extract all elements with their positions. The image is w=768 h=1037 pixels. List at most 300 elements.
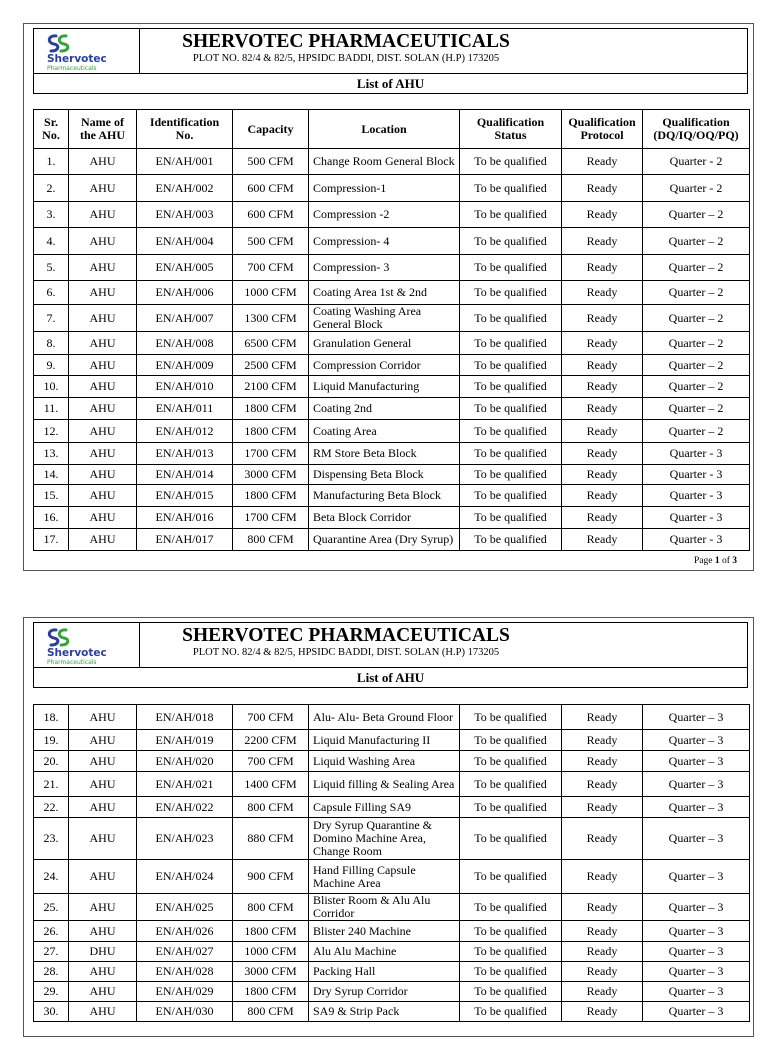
sr-cell: 24. bbox=[34, 860, 69, 894]
location-cell: Coating Washing Area General Block bbox=[309, 305, 460, 332]
location-cell: Dry Syrup Corridor bbox=[309, 982, 460, 1002]
page-number-total: 3 bbox=[732, 556, 737, 566]
ahu-name-cell: AHU bbox=[69, 751, 137, 772]
identification-cell: EN/AH/024 bbox=[137, 860, 233, 894]
table-row bbox=[34, 202, 750, 228]
identification-cell: EN/AH/007 bbox=[137, 305, 233, 332]
sr-cell: 17. bbox=[34, 529, 69, 551]
sr-cell: 18. bbox=[34, 705, 69, 730]
status-cell: To be qualified bbox=[460, 175, 562, 202]
ahu-name-cell: AHU bbox=[69, 255, 137, 281]
protocol-cell: Ready bbox=[562, 894, 643, 921]
sr-cell: 28. bbox=[34, 962, 69, 982]
table-row bbox=[34, 443, 750, 465]
qualification-cell: Quarter - 3 bbox=[643, 507, 750, 529]
qualification-cell: Quarter - 2 bbox=[643, 175, 750, 202]
ahu-name-cell: AHU bbox=[69, 202, 137, 228]
identification-cell: EN/AH/002 bbox=[137, 175, 233, 202]
identification-cell: EN/AH/006 bbox=[137, 281, 233, 305]
qualification-cell: Quarter – 3 bbox=[643, 1002, 750, 1022]
logo-subtext: Pharmaceuticals bbox=[47, 65, 97, 72]
table-row bbox=[34, 398, 750, 420]
status-cell: To be qualified bbox=[460, 705, 562, 730]
protocol-cell: Ready bbox=[562, 305, 643, 332]
company-logo bbox=[34, 29, 140, 73]
ahu-name-cell: AHU bbox=[69, 420, 137, 443]
table-header-row bbox=[34, 110, 750, 149]
location-cell: Hand Filling Capsule Machine Area bbox=[309, 860, 460, 894]
table-row bbox=[34, 860, 750, 894]
identification-cell: EN/AH/008 bbox=[137, 332, 233, 355]
location-cell: Granulation General bbox=[309, 332, 460, 355]
protocol-cell: Ready bbox=[562, 376, 643, 398]
sr-cell: 3. bbox=[34, 202, 69, 228]
location-cell: Coating 2nd bbox=[309, 398, 460, 420]
location-cell: SA9 & Strip Pack bbox=[309, 1002, 460, 1022]
status-cell: To be qualified bbox=[460, 797, 562, 818]
qualification-cell: Quarter - 3 bbox=[643, 465, 750, 485]
ahu-name-cell: AHU bbox=[69, 507, 137, 529]
logo-wordmark: Shervotec bbox=[47, 53, 107, 65]
qualification-cell: Quarter - 2 bbox=[643, 149, 750, 175]
location-cell: Compression -2 bbox=[309, 202, 460, 228]
col-header-location: Location bbox=[309, 110, 460, 149]
capacity-cell: 3000 CFM bbox=[233, 465, 309, 485]
table-row bbox=[34, 529, 750, 551]
location-cell: Liquid Manufacturing bbox=[309, 376, 460, 398]
sr-cell: 11. bbox=[34, 398, 69, 420]
status-cell: To be qualified bbox=[460, 772, 562, 797]
status-cell: To be qualified bbox=[460, 332, 562, 355]
document-title: List of AHU bbox=[356, 670, 425, 685]
letterhead bbox=[33, 622, 748, 688]
sr-cell: 14. bbox=[34, 465, 69, 485]
company-logo bbox=[34, 623, 140, 667]
ahu-name-cell: AHU bbox=[69, 705, 137, 730]
ahu-name-cell: AHU bbox=[69, 860, 137, 894]
ahu-name-cell: AHU bbox=[69, 797, 137, 818]
status-cell: To be qualified bbox=[460, 921, 562, 942]
capacity-cell: 2500 CFM bbox=[233, 355, 309, 376]
protocol-cell: Ready bbox=[562, 818, 643, 860]
location-cell: Manufacturing Beta Block bbox=[309, 485, 460, 507]
location-cell: Blister 240 Machine bbox=[309, 921, 460, 942]
capacity-cell: 700 CFM bbox=[233, 751, 309, 772]
protocol-cell: Ready bbox=[562, 1002, 643, 1022]
table-row bbox=[34, 175, 750, 202]
sr-cell: 5. bbox=[34, 255, 69, 281]
capacity-cell: 2100 CFM bbox=[233, 376, 309, 398]
sr-cell: 15. bbox=[34, 485, 69, 507]
ahu-name-cell: AHU bbox=[69, 921, 137, 942]
capacity-cell: 1000 CFM bbox=[233, 942, 309, 962]
identification-cell: EN/AH/028 bbox=[137, 962, 233, 982]
table-row bbox=[34, 420, 750, 443]
location-cell: Coating Area 1st & 2nd bbox=[309, 281, 460, 305]
capacity-cell: 600 CFM bbox=[233, 175, 309, 202]
ahu-name-cell: AHU bbox=[69, 305, 137, 332]
capacity-cell: 2200 CFM bbox=[233, 730, 309, 751]
page-number bbox=[694, 556, 737, 567]
identification-cell: EN/AH/003 bbox=[137, 202, 233, 228]
table-row bbox=[34, 962, 750, 982]
capacity-cell: 6500 CFM bbox=[233, 332, 309, 355]
protocol-cell: Ready bbox=[562, 772, 643, 797]
table-row bbox=[34, 305, 750, 332]
sr-cell: 7. bbox=[34, 305, 69, 332]
status-cell: To be qualified bbox=[460, 529, 562, 551]
company-name: SHERVOTEC PHARMACEUTICALS bbox=[182, 31, 510, 52]
protocol-cell: Ready bbox=[562, 398, 643, 420]
qualification-cell: Quarter – 3 bbox=[643, 942, 750, 962]
table-row bbox=[34, 942, 750, 962]
status-cell: To be qualified bbox=[460, 894, 562, 921]
col-header-protocol: Qualification Protocol bbox=[562, 110, 643, 149]
ahu-name-cell: DHU bbox=[69, 942, 137, 962]
ahu-name-cell: AHU bbox=[69, 485, 137, 507]
location-cell: Alu- Alu- Beta Ground Floor bbox=[309, 705, 460, 730]
sr-cell: 30. bbox=[34, 1002, 69, 1022]
identification-cell: EN/AH/016 bbox=[137, 507, 233, 529]
location-cell: Dispensing Beta Block bbox=[309, 465, 460, 485]
protocol-cell: Ready bbox=[562, 281, 643, 305]
ahu-name-cell: AHU bbox=[69, 894, 137, 921]
status-cell: To be qualified bbox=[460, 420, 562, 443]
status-cell: To be qualified bbox=[460, 398, 562, 420]
status-cell: To be qualified bbox=[460, 860, 562, 894]
identification-cell: EN/AH/014 bbox=[137, 465, 233, 485]
identification-cell: EN/AH/005 bbox=[137, 255, 233, 281]
col-header-name: Name of the AHU bbox=[69, 110, 137, 149]
qualification-cell: Quarter - 3 bbox=[643, 529, 750, 551]
identification-cell: EN/AH/019 bbox=[137, 730, 233, 751]
location-cell: Compression- 4 bbox=[309, 228, 460, 255]
capacity-cell: 1700 CFM bbox=[233, 443, 309, 465]
table-row bbox=[34, 332, 750, 355]
table-row bbox=[34, 818, 750, 860]
status-cell: To be qualified bbox=[460, 355, 562, 376]
sr-cell: 27. bbox=[34, 942, 69, 962]
qualification-cell: Quarter - 3 bbox=[643, 485, 750, 507]
table-row bbox=[34, 1002, 750, 1022]
capacity-cell: 700 CFM bbox=[233, 255, 309, 281]
protocol-cell: Ready bbox=[562, 485, 643, 507]
ahu-name-cell: AHU bbox=[69, 818, 137, 860]
ahu-name-cell: AHU bbox=[69, 398, 137, 420]
document-page-2 bbox=[23, 617, 754, 1037]
qualification-cell: Quarter – 2 bbox=[643, 228, 750, 255]
capacity-cell: 500 CFM bbox=[233, 228, 309, 255]
capacity-cell: 900 CFM bbox=[233, 860, 309, 894]
identification-cell: EN/AH/012 bbox=[137, 420, 233, 443]
status-cell: To be qualified bbox=[460, 202, 562, 228]
qualification-cell: Quarter - 3 bbox=[643, 443, 750, 465]
logo-wordmark: Shervotec bbox=[47, 647, 107, 659]
location-cell: Compression-1 bbox=[309, 175, 460, 202]
sr-cell: 4. bbox=[34, 228, 69, 255]
qualification-cell: Quarter – 3 bbox=[643, 772, 750, 797]
ahu-name-cell: AHU bbox=[69, 772, 137, 797]
identification-cell: EN/AH/009 bbox=[137, 355, 233, 376]
capacity-cell: 1300 CFM bbox=[233, 305, 309, 332]
header-divider bbox=[34, 667, 747, 668]
table-body bbox=[34, 705, 750, 1022]
qualification-cell: Quarter – 3 bbox=[643, 751, 750, 772]
identification-cell: EN/AH/025 bbox=[137, 894, 233, 921]
ahu-name-cell: AHU bbox=[69, 443, 137, 465]
identification-cell: EN/AH/023 bbox=[137, 818, 233, 860]
qualification-cell: Quarter – 2 bbox=[643, 420, 750, 443]
location-cell: Compression- 3 bbox=[309, 255, 460, 281]
sr-cell: 13. bbox=[34, 443, 69, 465]
shervotec-logo-icon bbox=[34, 623, 140, 667]
page-number-current: 1 bbox=[714, 556, 720, 566]
table-row bbox=[34, 465, 750, 485]
sr-cell: 10. bbox=[34, 376, 69, 398]
table-row bbox=[34, 485, 750, 507]
ahu-name-cell: AHU bbox=[69, 465, 137, 485]
qualification-cell: Quarter – 3 bbox=[643, 962, 750, 982]
ahu-name-cell: AHU bbox=[69, 332, 137, 355]
col-header-status: Qualification Status bbox=[460, 110, 562, 149]
identification-cell: EN/AH/029 bbox=[137, 982, 233, 1002]
table-row bbox=[34, 921, 750, 942]
sr-cell: 9. bbox=[34, 355, 69, 376]
col-header-qualification: Qualification (DQ/IQ/OQ/PQ) bbox=[643, 110, 750, 149]
ahu-table-page-1 bbox=[33, 109, 750, 551]
status-cell: To be qualified bbox=[460, 1002, 562, 1022]
location-cell: RM Store Beta Block bbox=[309, 443, 460, 465]
capacity-cell: 700 CFM bbox=[233, 705, 309, 730]
ahu-name-cell: AHU bbox=[69, 175, 137, 202]
capacity-cell: 1700 CFM bbox=[233, 507, 309, 529]
sr-cell: 26. bbox=[34, 921, 69, 942]
identification-cell: EN/AH/004 bbox=[137, 228, 233, 255]
qualification-cell: Quarter – 3 bbox=[643, 921, 750, 942]
table-row bbox=[34, 982, 750, 1002]
location-cell: Packing Hall bbox=[309, 962, 460, 982]
table-row bbox=[34, 772, 750, 797]
ahu-name-cell: AHU bbox=[69, 355, 137, 376]
ahu-name-cell: AHU bbox=[69, 149, 137, 175]
protocol-cell: Ready bbox=[562, 255, 643, 281]
table-row bbox=[34, 797, 750, 818]
sr-cell: 6. bbox=[34, 281, 69, 305]
sr-cell: 29. bbox=[34, 982, 69, 1002]
protocol-cell: Ready bbox=[562, 942, 643, 962]
protocol-cell: Ready bbox=[562, 797, 643, 818]
status-cell: To be qualified bbox=[460, 751, 562, 772]
protocol-cell: Ready bbox=[562, 355, 643, 376]
ahu-name-cell: AHU bbox=[69, 529, 137, 551]
table-row bbox=[34, 355, 750, 376]
location-cell: Change Room General Block bbox=[309, 149, 460, 175]
capacity-cell: 1800 CFM bbox=[233, 485, 309, 507]
sr-cell: 16. bbox=[34, 507, 69, 529]
identification-cell: EN/AH/021 bbox=[137, 772, 233, 797]
ahu-name-cell: AHU bbox=[69, 1002, 137, 1022]
capacity-cell: 3000 CFM bbox=[233, 962, 309, 982]
capacity-cell: 1800 CFM bbox=[233, 398, 309, 420]
company-name: SHERVOTEC PHARMACEUTICALS bbox=[182, 625, 510, 646]
ahu-name-cell: AHU bbox=[69, 228, 137, 255]
sr-cell: 19. bbox=[34, 730, 69, 751]
company-address: PLOT NO. 82/4 & 82/5, HPSIDC BADDI, DIST. SOLAN (H.P) 173205 bbox=[192, 53, 500, 64]
table-row bbox=[34, 255, 750, 281]
location-cell: Coating Area bbox=[309, 420, 460, 443]
qualification-cell: Quarter – 3 bbox=[643, 730, 750, 751]
sr-cell: 22. bbox=[34, 797, 69, 818]
qualification-cell: Quarter – 2 bbox=[643, 398, 750, 420]
table-row bbox=[34, 376, 750, 398]
protocol-cell: Ready bbox=[562, 332, 643, 355]
protocol-cell: Ready bbox=[562, 962, 643, 982]
table-row bbox=[34, 149, 750, 175]
qualification-cell: Quarter – 3 bbox=[643, 705, 750, 730]
protocol-cell: Ready bbox=[562, 507, 643, 529]
capacity-cell: 1800 CFM bbox=[233, 420, 309, 443]
location-cell: Liquid Washing Area bbox=[309, 751, 460, 772]
qualification-cell: Quarter – 3 bbox=[643, 860, 750, 894]
location-cell: Quarantine Area (Dry Syrup) bbox=[309, 529, 460, 551]
letterhead bbox=[33, 28, 748, 94]
sr-cell: 8. bbox=[34, 332, 69, 355]
capacity-cell: 600 CFM bbox=[233, 202, 309, 228]
status-cell: To be qualified bbox=[460, 255, 562, 281]
identification-cell: EN/AH/001 bbox=[137, 149, 233, 175]
page-number-separator: of bbox=[719, 556, 733, 566]
protocol-cell: Ready bbox=[562, 149, 643, 175]
table-body bbox=[34, 149, 750, 551]
location-cell: Capsule Filling SA9 bbox=[309, 797, 460, 818]
status-cell: To be qualified bbox=[460, 376, 562, 398]
capacity-cell: 1400 CFM bbox=[233, 772, 309, 797]
table-row bbox=[34, 894, 750, 921]
capacity-cell: 1800 CFM bbox=[233, 982, 309, 1002]
status-cell: To be qualified bbox=[460, 281, 562, 305]
table-row bbox=[34, 751, 750, 772]
location-cell: Blister Room & Alu Alu Corridor bbox=[309, 894, 460, 921]
identification-cell: EN/AH/015 bbox=[137, 485, 233, 507]
ahu-name-cell: AHU bbox=[69, 281, 137, 305]
capacity-cell: 1000 CFM bbox=[233, 281, 309, 305]
sr-cell: 23. bbox=[34, 818, 69, 860]
company-address: PLOT NO. 82/4 & 82/5, HPSIDC BADDI, DIST. SOLAN (H.P) 173205 bbox=[192, 647, 500, 658]
qualification-cell: Quarter – 2 bbox=[643, 305, 750, 332]
shervotec-logo-icon bbox=[34, 29, 140, 73]
status-cell: To be qualified bbox=[460, 228, 562, 255]
status-cell: To be qualified bbox=[460, 485, 562, 507]
protocol-cell: Ready bbox=[562, 228, 643, 255]
status-cell: To be qualified bbox=[460, 942, 562, 962]
qualification-cell: Quarter – 3 bbox=[643, 894, 750, 921]
table-row bbox=[34, 507, 750, 529]
status-cell: To be qualified bbox=[460, 149, 562, 175]
ahu-table-page-2 bbox=[33, 704, 750, 1022]
col-header-sr: Sr. No. bbox=[34, 110, 69, 149]
sr-cell: 25. bbox=[34, 894, 69, 921]
location-cell: Beta Block Corridor bbox=[309, 507, 460, 529]
identification-cell: EN/AH/017 bbox=[137, 529, 233, 551]
status-cell: To be qualified bbox=[460, 443, 562, 465]
ahu-name-cell: AHU bbox=[69, 962, 137, 982]
status-cell: To be qualified bbox=[460, 507, 562, 529]
ahu-name-cell: AHU bbox=[69, 982, 137, 1002]
status-cell: To be qualified bbox=[460, 465, 562, 485]
identification-cell: EN/AH/027 bbox=[137, 942, 233, 962]
identification-cell: EN/AH/030 bbox=[137, 1002, 233, 1022]
location-cell: Alu Alu Machine bbox=[309, 942, 460, 962]
qualification-cell: Quarter – 2 bbox=[643, 376, 750, 398]
qualification-cell: Quarter – 2 bbox=[643, 332, 750, 355]
protocol-cell: Ready bbox=[562, 982, 643, 1002]
col-header-identification: Identification No. bbox=[137, 110, 233, 149]
qualification-cell: Quarter – 2 bbox=[643, 255, 750, 281]
sr-cell: 12. bbox=[34, 420, 69, 443]
status-cell: To be qualified bbox=[460, 962, 562, 982]
protocol-cell: Ready bbox=[562, 705, 643, 730]
protocol-cell: Ready bbox=[562, 529, 643, 551]
capacity-cell: 800 CFM bbox=[233, 529, 309, 551]
location-cell: Liquid Manufacturing II bbox=[309, 730, 460, 751]
identification-cell: EN/AH/011 bbox=[137, 398, 233, 420]
table-row bbox=[34, 228, 750, 255]
logo-subtext: Pharmaceuticals bbox=[47, 659, 97, 666]
protocol-cell: Ready bbox=[562, 730, 643, 751]
location-cell: Liquid filling & Sealing Area bbox=[309, 772, 460, 797]
status-cell: To be qualified bbox=[460, 982, 562, 1002]
sr-cell: 1. bbox=[34, 149, 69, 175]
qualification-cell: Quarter – 3 bbox=[643, 982, 750, 1002]
capacity-cell: 500 CFM bbox=[233, 149, 309, 175]
identification-cell: EN/AH/013 bbox=[137, 443, 233, 465]
sr-cell: 2. bbox=[34, 175, 69, 202]
protocol-cell: Ready bbox=[562, 465, 643, 485]
capacity-cell: 1800 CFM bbox=[233, 921, 309, 942]
location-cell: Compression Corridor bbox=[309, 355, 460, 376]
col-header-capacity: Capacity bbox=[233, 110, 309, 149]
identification-cell: EN/AH/010 bbox=[137, 376, 233, 398]
qualification-cell: Quarter – 2 bbox=[643, 355, 750, 376]
qualification-cell: Quarter – 2 bbox=[643, 281, 750, 305]
page-number-prefix: Page bbox=[693, 556, 715, 566]
status-cell: To be qualified bbox=[460, 730, 562, 751]
table-row bbox=[34, 730, 750, 751]
capacity-cell: 800 CFM bbox=[233, 1002, 309, 1022]
protocol-cell: Ready bbox=[562, 921, 643, 942]
qualification-cell: Quarter – 2 bbox=[643, 202, 750, 228]
capacity-cell: 880 CFM bbox=[233, 818, 309, 860]
header-divider bbox=[34, 73, 747, 74]
protocol-cell: Ready bbox=[562, 202, 643, 228]
identification-cell: EN/AH/020 bbox=[137, 751, 233, 772]
document-page-1 bbox=[23, 23, 754, 571]
qualification-cell: Quarter – 3 bbox=[643, 797, 750, 818]
ahu-name-cell: AHU bbox=[69, 730, 137, 751]
protocol-cell: Ready bbox=[562, 443, 643, 465]
ahu-name-cell: AHU bbox=[69, 376, 137, 398]
identification-cell: EN/AH/018 bbox=[137, 705, 233, 730]
sr-cell: 20. bbox=[34, 751, 69, 772]
protocol-cell: Ready bbox=[562, 751, 643, 772]
status-cell: To be qualified bbox=[460, 305, 562, 332]
capacity-cell: 800 CFM bbox=[233, 894, 309, 921]
identification-cell: EN/AH/026 bbox=[137, 921, 233, 942]
sr-cell: 21. bbox=[34, 772, 69, 797]
protocol-cell: Ready bbox=[562, 175, 643, 202]
table-row bbox=[34, 705, 750, 730]
capacity-cell: 800 CFM bbox=[233, 797, 309, 818]
